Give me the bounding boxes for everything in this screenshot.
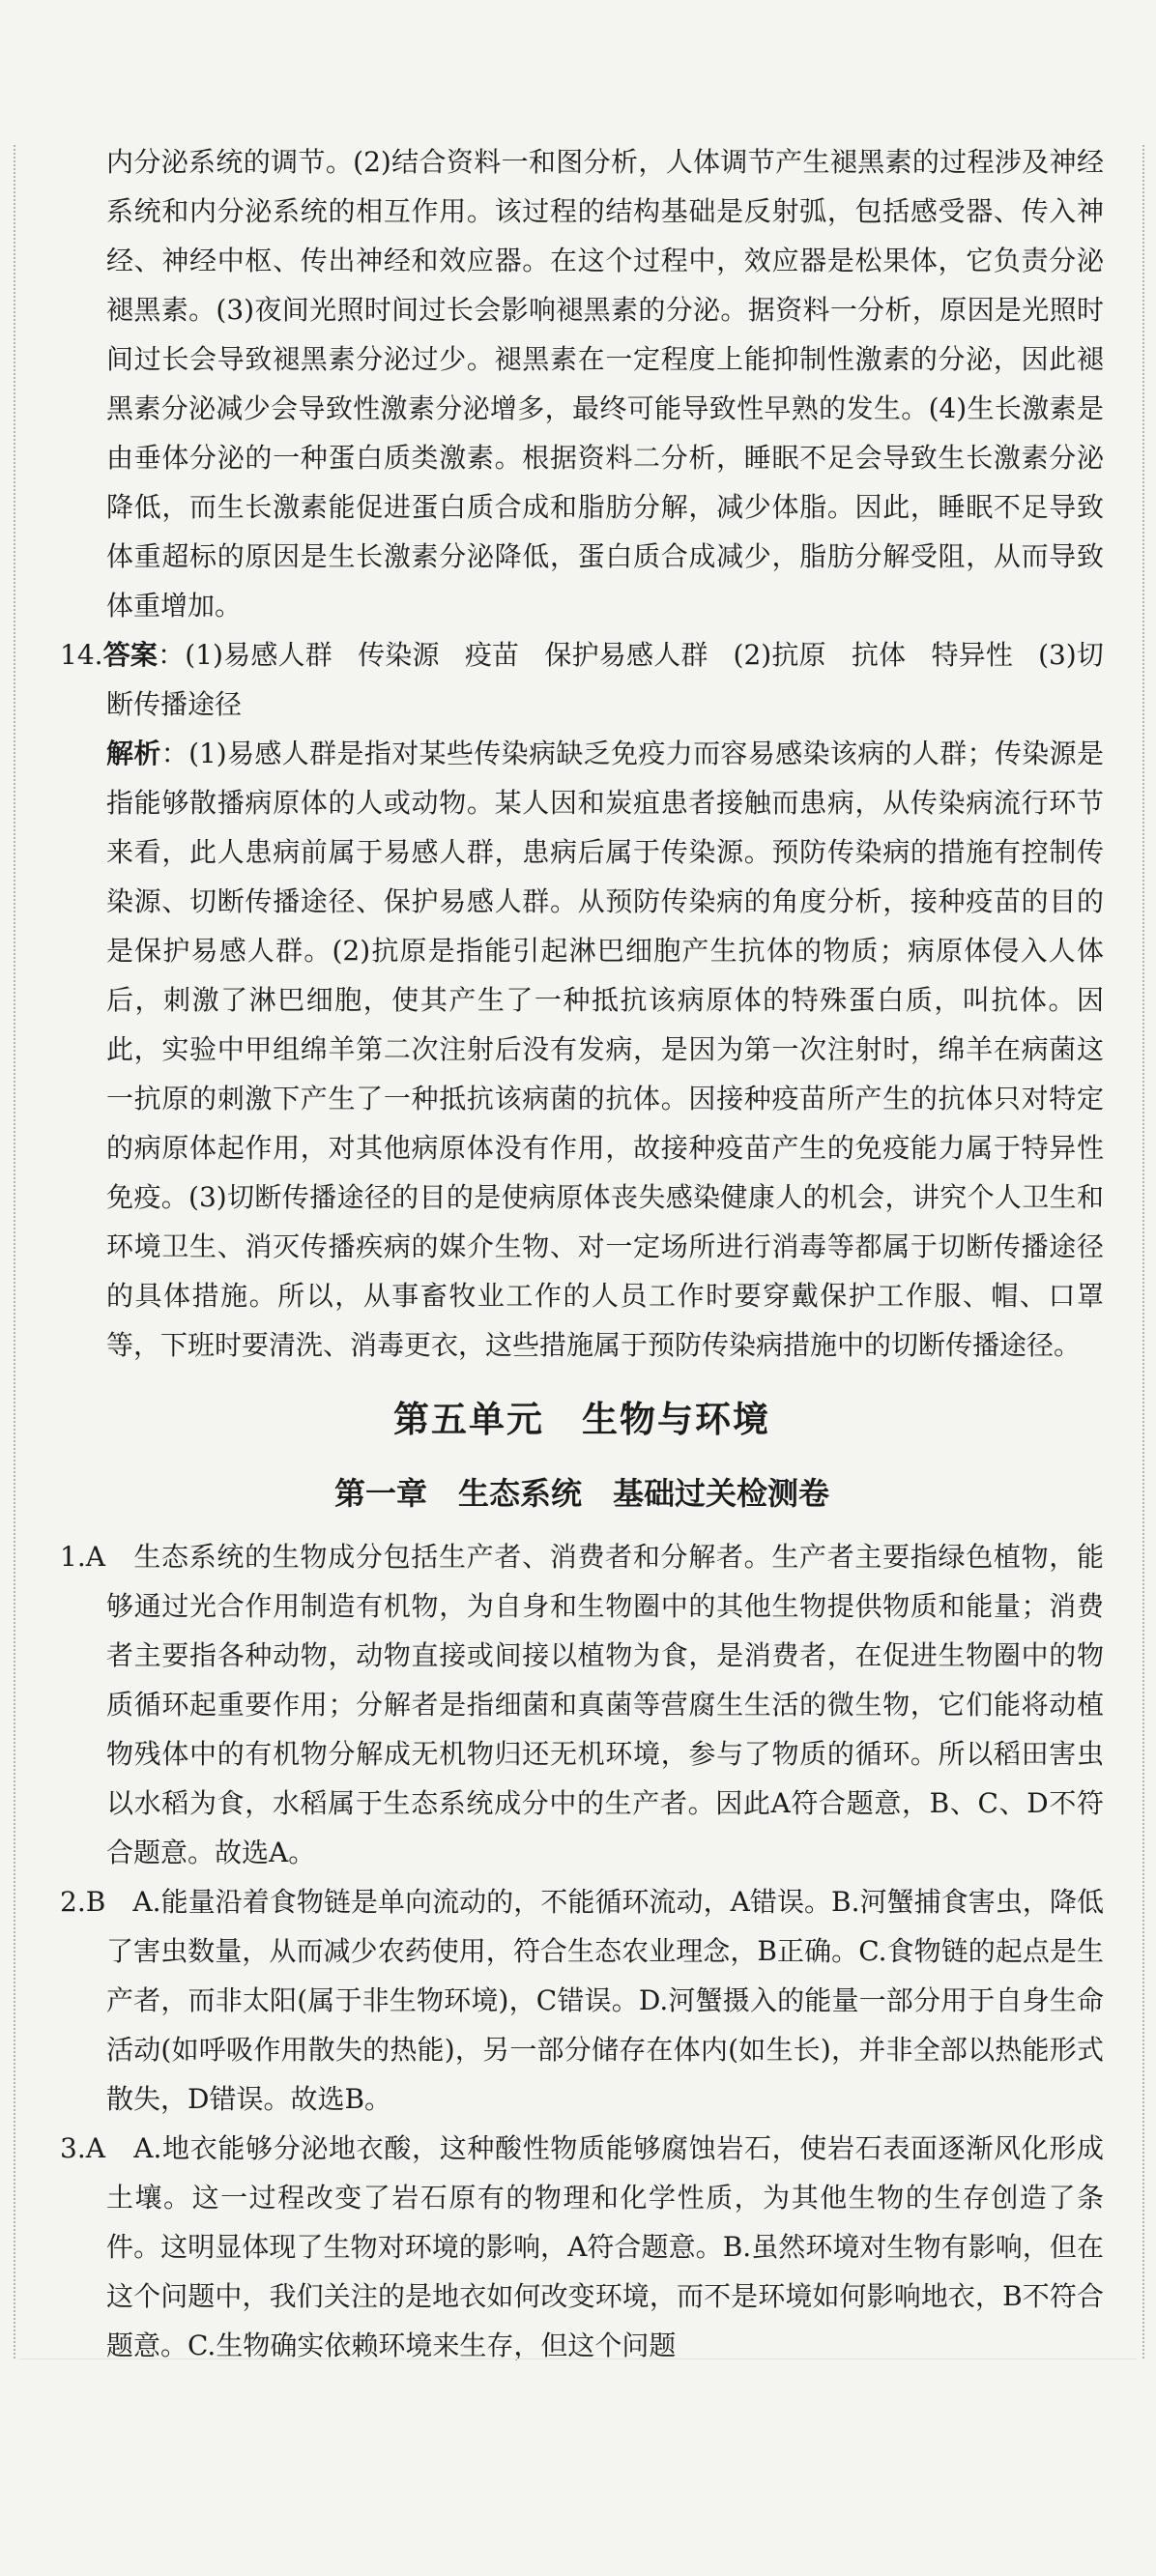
answer-part: 传染源 — [357, 639, 440, 671]
answer-part: ：(1)易感人群 — [158, 639, 332, 671]
unit-title: 第五单元 生物与环境 — [393, 1399, 770, 1440]
item-text: A A.地衣能够分泌地衣酸，这种酸性物质能够腐蚀岩石，使岩石表面逐渐风化形成土壤。这一过程改变了岩石原有的物理和化学性质，为其他生物的生存创造了条件。这明显体现了生物对环境的影响，A符合题意。B.虽然环境对生物有影响，但在这个问题中，我们关注的是地衣如何改变环境，而不是环境如何影响地衣，B不符合题意。C.生物确实依赖环境来生存，但这个问题 — [85, 2132, 1104, 2361]
item-3 — [60, 2124, 1104, 2370]
intro-paragraph: 内分泌系统的调节。(2)结合资料一和图分析，人体调节产生褪黑素的过程涉及神经系统和内分泌系统的相互作用。该过程的结构基础是反射弧，包括感受器、传入神经、神经中枢、传出神经和效应器。在这个过程中，效应器是松果体，它负责分泌褪黑素。(3)夜间光照时间过长会影响褪黑素的分泌。据资料一分析，原因是光照时间过长会导致褪黑素分泌过少。褪黑素在一定程度上能抑制性激素的分泌，因此褪黑素分泌减少会导致性激素分泌增多，最终可能导致性早熟的发生。(4)生长激素是由垂体分泌的一种蛋白质类激素。根据资料二分析，睡眠不足会导致生长激素分泌降低，而生长激素能促进蛋白质合成和脂肪分解，减少体脂。因此，睡眠不足导致体重超标的原因是生长激素分泌降低，蛋白质合成减少，脂肪分解受阻，从而导致体重增加。 — [106, 146, 1104, 622]
answer-part: (2)抗原 — [733, 639, 826, 671]
item-number: 3. — [60, 2132, 86, 2164]
answer-part: 保护易感人群 — [544, 639, 708, 671]
item-1 — [60, 1532, 1104, 1877]
left-margin-dotted-line — [14, 145, 15, 2359]
right-margin-dotted-line — [1142, 145, 1144, 2359]
answer-part: 特异性 — [931, 639, 1014, 671]
item-number: 2. — [60, 1886, 86, 1918]
question-14-analysis — [60, 729, 1104, 1370]
question-number: 14. — [60, 639, 103, 671]
analysis-label: 解析 — [106, 738, 161, 769]
question-14-answer — [60, 630, 1104, 729]
item-2 — [60, 1877, 1104, 2124]
answer-label: 答案 — [102, 639, 159, 671]
item-number: 1. — [60, 1541, 86, 1573]
item-text: B A.能量沿着食物链是单向流动的，不能循环流动，A错误。B.河蟹捕食害虫，降低了害虫数量，从而减少农药使用，符合生态农业理念，B正确。C.食物链的起点是生产者，而非太阳(属于非生物环境)，C错误。D.河蟹摄入的能量一部分用于自身生命活动(如呼吸作用散失的热能)，另一部分储存在体内(如生长)，并非全部以热能形式散失，D错误。故选B。 — [85, 1886, 1104, 2115]
chapter-title: 第一章 生态系统 基础过关检测卷 — [333, 1475, 829, 1512]
page-content — [60, 137, 1104, 2370]
answer-part: (3)切断传播途径 — [106, 639, 1104, 720]
item-text: A 生态系统的生物成分包括生产者、消费者和分解者。生产者主要指绿色植物，能够通过光合作用制造有机物，为自身和生物圈中的其他生物提供物质和能量；消费者主要指各种动物，动物直接或间接以植物为食，是消费者，在促进生物圈中的物质循环起重要作用；分解者是指细菌和真菌等营腐生生活的微生物，它们能将动植物残体中的有机物分解成无机物归还无机环境，参与了物质的循环。所以稻田害虫以水稻为食，水稻属于生态系统成分中的生产者。因此A符合题意，B、C、D不符合题意。故选A。 — [85, 1541, 1104, 1868]
analysis-text: ：(1)易感人群是指对某些传染病缺乏免疫力而容易感染该病的人群；传染源是指能够散播病原体的人或动物。某人因和炭疽患者接触而患病，从传染病流行环节来看，此人患病前属于易感人群，患病后属于传染源。预防传染病的措施有控制传染源、切断传播途径、保护易感人群。从预防传染病的角度分析，接种疫苗的目的是保护易感人群。(2)抗原是指能引起淋巴细胞产生抗体的物质；病原体侵入人体后，刺激了淋巴细胞，使其产生了一种抵抗该病原体的特殊蛋白质，叫抗体。因此，实验中甲组绵羊第二次注射后没有发病，是因为第一次注射时，绵羊在病菌这一抗原的刺激下产生了一种抵抗该病菌的抗体。因接种疫苗所产生的抗体只对特定的病原体起作用，对其他病原体没有作用，故接种疫苗产生的免疫能力属于特异性免疫。(3)切断传播途径的目的是使病原体丧失感染健康人的机会，讲究个人卫生和环境卫生、消灭传播疾病的媒介生物、对一定场所进行消毒等都属于切断传播途径的具体措施。所以，从事畜牧业工作的人员工作时要穿戴保护工作服、帽、口罩等，下班时要清洗、消毒更衣，这些措施属于预防传染病措施中的切断传播途径。 — [106, 738, 1104, 1361]
answer-part: 抗体 — [851, 639, 907, 671]
answer-part: 疫苗 — [464, 639, 520, 671]
